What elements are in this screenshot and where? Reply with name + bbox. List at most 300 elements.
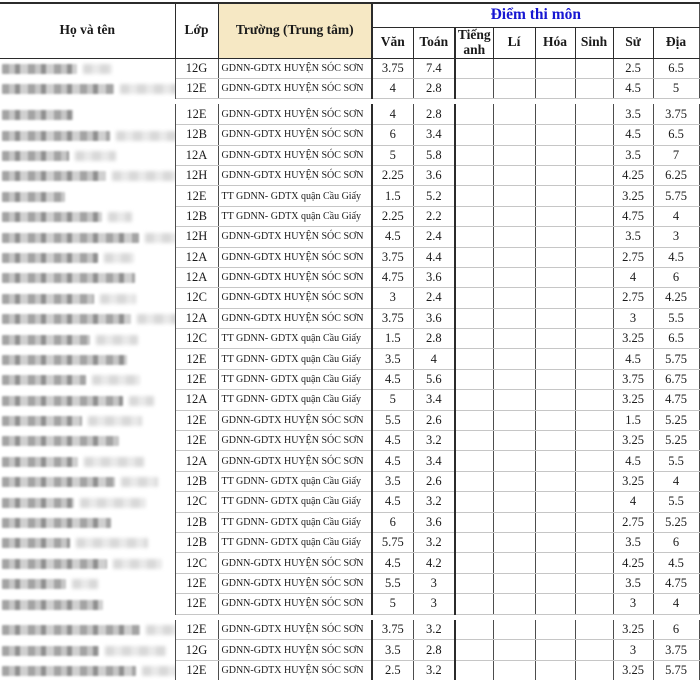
- score-cell-su: 4.75: [613, 206, 653, 226]
- score-cell-su: 4.5: [613, 125, 653, 145]
- score-cell-su: 2.75: [613, 247, 653, 267]
- score-cell-van: 3.75: [372, 308, 413, 328]
- redaction-blur: [2, 559, 107, 569]
- score-cell-tieng-anh: [455, 104, 493, 124]
- score-cell-toan: 3.2: [413, 431, 455, 451]
- score-cell-toan: 3: [413, 594, 455, 614]
- score-cell-toan: 3.2: [413, 660, 455, 680]
- score-cell-su: 4: [613, 492, 653, 512]
- score-cell-van: 6: [372, 512, 413, 532]
- score-cell-dia: 5.25: [653, 431, 699, 451]
- student-name-cell-redacted: [0, 206, 175, 226]
- score-cell-tieng-anh: [455, 349, 493, 369]
- redaction-blur: [72, 579, 98, 589]
- score-cell-su: 2.75: [613, 288, 653, 308]
- school-cell: TT GDNN- GDTX quận Cầu Giấy: [218, 186, 372, 206]
- student-name-cell-redacted: [0, 620, 175, 640]
- score-cell-hoa: [535, 329, 575, 349]
- redaction-blur: [80, 498, 146, 508]
- score-cell-sinh: [575, 58, 613, 78]
- score-cell-dia: 4.75: [653, 573, 699, 593]
- score-cell-li: [493, 471, 535, 491]
- redaction-blur: [92, 375, 140, 385]
- school-cell: GDNN-GDTX HUYỆN SÓC SƠN: [218, 660, 372, 680]
- redaction-blur: [2, 335, 90, 345]
- redaction-blur: [88, 416, 142, 426]
- score-cell-dia: 4.75: [653, 390, 699, 410]
- score-cell-van: 4.5: [372, 553, 413, 573]
- class-cell: 12E: [175, 349, 218, 369]
- student-name-cell-redacted: [0, 227, 175, 247]
- student-name-cell-redacted: [0, 267, 175, 287]
- class-cell: 12E: [175, 369, 218, 389]
- school-cell: GDNN-GDTX HUYỆN SÓC SƠN: [218, 267, 372, 287]
- score-cell-li: [493, 594, 535, 614]
- score-cell-sinh: [575, 206, 613, 226]
- score-cell-sinh: [575, 329, 613, 349]
- redaction-blur: [104, 253, 134, 263]
- score-cell-sinh: [575, 471, 613, 491]
- school-cell: GDNN-GDTX HUYỆN SÓC SƠN: [218, 104, 372, 124]
- score-cell-sinh: [575, 267, 613, 287]
- score-cell-su: 4.25: [613, 165, 653, 185]
- student-row: [0, 471, 699, 491]
- score-cell-su: 3.25: [613, 329, 653, 349]
- score-cell-sinh: [575, 620, 613, 640]
- redaction-blur: [105, 646, 166, 656]
- score-cell-su: 3.5: [613, 104, 653, 124]
- student-row: [0, 267, 699, 287]
- score-cell-dia: 4: [653, 206, 699, 226]
- score-cell-li: [493, 532, 535, 552]
- school-cell: GDNN-GDTX HUYỆN SÓC SƠN: [218, 308, 372, 328]
- score-cell-hoa: [535, 640, 575, 660]
- student-name-cell-redacted: [0, 104, 175, 124]
- score-cell-li: [493, 58, 535, 78]
- score-cell-dia: 5.5: [653, 308, 699, 328]
- student-name-cell-redacted: [0, 125, 175, 145]
- student-row: [0, 410, 699, 430]
- score-cell-sinh: [575, 165, 613, 185]
- redaction-blur: [2, 518, 111, 528]
- score-cell-van: 5: [372, 145, 413, 165]
- student-name-cell-redacted: [0, 247, 175, 267]
- student-row: [0, 512, 699, 532]
- redaction-blur: [2, 131, 110, 141]
- score-cell-hoa: [535, 512, 575, 532]
- score-cell-hoa: [535, 247, 575, 267]
- score-cell-dia: 6.25: [653, 165, 699, 185]
- score-cell-van: 4.5: [372, 492, 413, 512]
- score-cell-sinh: [575, 308, 613, 328]
- class-cell: 12H: [175, 227, 218, 247]
- class-cell: 12A: [175, 267, 218, 287]
- score-cell-sinh: [575, 104, 613, 124]
- score-cell-tieng-anh: [455, 288, 493, 308]
- redaction-blur: [2, 151, 69, 161]
- score-cell-sinh: [575, 573, 613, 593]
- school-cell: GDNN-GDTX HUYỆN SÓC SƠN: [218, 145, 372, 165]
- score-cell-hoa: [535, 390, 575, 410]
- student-name-cell-redacted: [0, 532, 175, 552]
- school-cell: TT GDNN- GDTX quận Cầu Giấy: [218, 532, 372, 552]
- score-cell-tieng-anh: [455, 512, 493, 532]
- student-row: [0, 206, 699, 226]
- student-name-cell-redacted: [0, 165, 175, 185]
- score-cell-tieng-anh: [455, 227, 493, 247]
- student-row: [0, 125, 699, 145]
- score-cell-li: [493, 308, 535, 328]
- score-cell-van: 3.5: [372, 640, 413, 660]
- score-cell-hoa: [535, 620, 575, 640]
- score-cell-li: [493, 104, 535, 124]
- score-cell-li: [493, 267, 535, 287]
- score-cell-tieng-anh: [455, 594, 493, 614]
- student-name-cell-redacted: [0, 573, 175, 593]
- score-cell-hoa: [535, 349, 575, 369]
- score-cell-dia: 5.25: [653, 512, 699, 532]
- score-cell-dia: 5.75: [653, 349, 699, 369]
- redaction-blur: [145, 233, 175, 243]
- school-cell: GDNN-GDTX HUYỆN SÓC SƠN: [218, 165, 372, 185]
- redaction-blur: [2, 375, 86, 385]
- score-cell-dia: 5.75: [653, 186, 699, 206]
- score-cell-tieng-anh: [455, 58, 493, 78]
- score-cell-tieng-anh: [455, 471, 493, 491]
- class-cell: 12E: [175, 431, 218, 451]
- redaction-blur: [76, 538, 148, 548]
- student-row: [0, 620, 699, 640]
- student-name-cell-redacted: [0, 329, 175, 349]
- student-row: [0, 369, 699, 389]
- score-cell-su: 3.5: [613, 573, 653, 593]
- redaction-blur: [2, 416, 82, 426]
- score-cell-toan: 3.6: [413, 308, 455, 328]
- class-cell: 12E: [175, 620, 218, 640]
- score-cell-dia: 5.5: [653, 451, 699, 471]
- school-cell: GDNN-GDTX HUYỆN SÓC SƠN: [218, 410, 372, 430]
- subject-header-hoa: Hóa: [535, 27, 575, 58]
- redaction-blur: [100, 294, 136, 304]
- score-cell-sinh: [575, 492, 613, 512]
- score-cell-li: [493, 78, 535, 98]
- score-cell-hoa: [535, 410, 575, 430]
- redaction-blur: [112, 171, 175, 181]
- score-cell-li: [493, 349, 535, 369]
- score-cell-sinh: [575, 125, 613, 145]
- score-cell-van: 3.5: [372, 471, 413, 491]
- student-name-cell-redacted: [0, 78, 175, 98]
- score-cell-dia: 4.25: [653, 288, 699, 308]
- score-cell-li: [493, 206, 535, 226]
- student-name-cell-redacted: [0, 660, 175, 680]
- class-cell: 12B: [175, 471, 218, 491]
- score-cell-li: [493, 451, 535, 471]
- student-name-cell-redacted: [0, 410, 175, 430]
- school-cell: GDNN-GDTX HUYỆN SÓC SƠN: [218, 78, 372, 98]
- student-name-cell-redacted: [0, 553, 175, 573]
- score-cell-tieng-anh: [455, 369, 493, 389]
- score-cell-toan: 2.8: [413, 78, 455, 98]
- class-cell: 12E: [175, 594, 218, 614]
- score-cell-su: 2.75: [613, 512, 653, 532]
- school-cell: GDNN-GDTX HUYỆN SÓC SƠN: [218, 451, 372, 471]
- column-header-school: Trường (Trung tâm): [218, 3, 372, 58]
- subject-header-sinh: Sinh: [575, 27, 613, 58]
- score-cell-tieng-anh: [455, 308, 493, 328]
- score-cell-su: 3.25: [613, 390, 653, 410]
- score-cell-su: 3.25: [613, 186, 653, 206]
- class-cell: 12E: [175, 660, 218, 680]
- redaction-blur: [2, 314, 131, 324]
- score-cell-li: [493, 369, 535, 389]
- subject-header-su: Sử: [613, 27, 653, 58]
- score-cell-sinh: [575, 288, 613, 308]
- score-cell-hoa: [535, 58, 575, 78]
- score-cell-li: [493, 410, 535, 430]
- student-name-cell-redacted: [0, 512, 175, 532]
- score-cell-van: 5: [372, 594, 413, 614]
- class-cell: 12A: [175, 390, 218, 410]
- score-cell-sinh: [575, 594, 613, 614]
- score-cell-su: 3: [613, 594, 653, 614]
- school-cell: TT GDNN- GDTX quận Cầu Giấy: [218, 329, 372, 349]
- score-cell-toan: 4: [413, 349, 455, 369]
- redaction-blur: [116, 131, 175, 141]
- score-cell-van: 5.75: [372, 532, 413, 552]
- score-cell-dia: 6.5: [653, 58, 699, 78]
- score-cell-van: 6: [372, 125, 413, 145]
- score-cell-li: [493, 431, 535, 451]
- score-cell-sinh: [575, 186, 613, 206]
- redaction-blur: [2, 498, 74, 508]
- student-row: [0, 573, 699, 593]
- score-cell-su: 2.5: [613, 58, 653, 78]
- redaction-blur: [142, 666, 175, 676]
- school-cell: GDNN-GDTX HUYỆN SÓC SƠN: [218, 573, 372, 593]
- score-cell-hoa: [535, 206, 575, 226]
- score-cell-van: 2.5: [372, 660, 413, 680]
- score-cell-sinh: [575, 410, 613, 430]
- student-row: [0, 186, 699, 206]
- score-cell-tieng-anh: [455, 451, 493, 471]
- redaction-blur: [146, 625, 175, 635]
- school-cell: GDNN-GDTX HUYỆN SÓC SƠN: [218, 58, 372, 78]
- score-cell-su: 3.75: [613, 369, 653, 389]
- class-cell: 12E: [175, 573, 218, 593]
- score-cell-van: 5: [372, 390, 413, 410]
- score-cell-li: [493, 553, 535, 573]
- score-cell-sinh: [575, 532, 613, 552]
- class-cell: 12G: [175, 58, 218, 78]
- score-cell-dia: 6.5: [653, 125, 699, 145]
- score-cell-su: 1.5: [613, 410, 653, 430]
- subject-header-dia: Địa: [653, 27, 699, 58]
- score-cell-hoa: [535, 78, 575, 98]
- score-cell-hoa: [535, 369, 575, 389]
- score-cell-van: 4: [372, 78, 413, 98]
- redaction-blur: [2, 233, 139, 243]
- score-cell-toan: 2.8: [413, 104, 455, 124]
- school-cell: GDNN-GDTX HUYỆN SÓC SƠN: [218, 125, 372, 145]
- score-cell-toan: 4.2: [413, 553, 455, 573]
- redaction-blur: [113, 559, 162, 569]
- student-name-cell-redacted: [0, 58, 175, 78]
- score-cell-hoa: [535, 471, 575, 491]
- redaction-blur: [2, 192, 65, 202]
- redaction-blur: [75, 151, 116, 161]
- score-cell-van: 3.75: [372, 247, 413, 267]
- class-cell: 12E: [175, 410, 218, 430]
- redaction-blur: [2, 84, 114, 94]
- score-cell-dia: 5.75: [653, 660, 699, 680]
- score-cell-sinh: [575, 451, 613, 471]
- redaction-blur: [2, 579, 66, 589]
- score-cell-tieng-anh: [455, 329, 493, 349]
- score-cell-sinh: [575, 349, 613, 369]
- student-row: [0, 165, 699, 185]
- redaction-blur: [2, 273, 135, 283]
- redaction-blur: [2, 110, 73, 120]
- score-cell-dia: 5.25: [653, 410, 699, 430]
- score-cell-sinh: [575, 78, 613, 98]
- school-cell: GDNN-GDTX HUYỆN SÓC SƠN: [218, 288, 372, 308]
- score-cell-van: 2.25: [372, 165, 413, 185]
- class-cell: 12A: [175, 308, 218, 328]
- student-row: [0, 660, 699, 680]
- score-cell-dia: 4: [653, 594, 699, 614]
- score-cell-tieng-anh: [455, 431, 493, 451]
- score-cell-su: 4.25: [613, 553, 653, 573]
- class-cell: 12B: [175, 532, 218, 552]
- redaction-blur: [2, 625, 140, 635]
- class-cell: 12A: [175, 451, 218, 471]
- score-cell-dia: 3.75: [653, 104, 699, 124]
- class-cell: 12C: [175, 553, 218, 573]
- student-row: [0, 532, 699, 552]
- school-cell: GDNN-GDTX HUYỆN SÓC SƠN: [218, 640, 372, 660]
- score-cell-toan: 3.2: [413, 532, 455, 552]
- student-row: [0, 553, 699, 573]
- redaction-blur: [120, 84, 175, 94]
- score-cell-toan: 3.4: [413, 451, 455, 471]
- score-cell-tieng-anh: [455, 640, 493, 660]
- student-row: [0, 640, 699, 660]
- score-cell-sinh: [575, 640, 613, 660]
- score-cell-tieng-anh: [455, 206, 493, 226]
- score-cell-toan: 4.4: [413, 247, 455, 267]
- score-cell-toan: 2.6: [413, 471, 455, 491]
- score-cell-hoa: [535, 553, 575, 573]
- student-row: [0, 431, 699, 451]
- exam-scores-table: [0, 2, 700, 680]
- redaction-blur: [83, 64, 112, 74]
- class-cell: 12C: [175, 329, 218, 349]
- subject-header-li: Lí: [493, 27, 535, 58]
- class-cell: 12B: [175, 125, 218, 145]
- score-cell-van: 1.5: [372, 329, 413, 349]
- score-cell-dia: 7: [653, 145, 699, 165]
- score-cell-tieng-anh: [455, 660, 493, 680]
- score-cell-van: 4.5: [372, 369, 413, 389]
- class-cell: 12E: [175, 186, 218, 206]
- score-cell-li: [493, 512, 535, 532]
- redaction-blur: [129, 396, 154, 406]
- school-cell: GDNN-GDTX HUYỆN SÓC SƠN: [218, 227, 372, 247]
- redaction-blur: [137, 314, 175, 324]
- score-cell-sinh: [575, 247, 613, 267]
- redaction-blur: [108, 212, 132, 222]
- class-cell: 12C: [175, 492, 218, 512]
- score-cell-hoa: [535, 267, 575, 287]
- score-cell-dia: 4.5: [653, 553, 699, 573]
- score-cell-li: [493, 390, 535, 410]
- score-cell-dia: 4: [653, 471, 699, 491]
- student-row: [0, 492, 699, 512]
- score-cell-hoa: [535, 573, 575, 593]
- score-cell-tieng-anh: [455, 410, 493, 430]
- score-cell-toan: 5.8: [413, 145, 455, 165]
- score-cell-su: 3.5: [613, 145, 653, 165]
- score-cell-toan: 7.4: [413, 58, 455, 78]
- class-cell: 12H: [175, 165, 218, 185]
- score-cell-li: [493, 329, 535, 349]
- score-cell-tieng-anh: [455, 620, 493, 640]
- score-cell-su: 4.5: [613, 349, 653, 369]
- student-row: [0, 58, 699, 78]
- score-cell-dia: 6.75: [653, 369, 699, 389]
- score-cell-toan: 5.2: [413, 186, 455, 206]
- score-cell-dia: 3: [653, 227, 699, 247]
- score-cell-van: 3.5: [372, 349, 413, 369]
- score-cell-li: [493, 640, 535, 660]
- score-cell-hoa: [535, 492, 575, 512]
- score-cell-hoa: [535, 227, 575, 247]
- score-cell-tieng-anh: [455, 532, 493, 552]
- class-cell: 12B: [175, 512, 218, 532]
- score-group-header: Điểm thi môn: [372, 3, 699, 27]
- score-cell-su: 3.25: [613, 431, 653, 451]
- score-cell-li: [493, 660, 535, 680]
- redaction-blur: [96, 335, 138, 345]
- column-header-class: Lớp: [175, 3, 218, 58]
- score-cell-hoa: [535, 660, 575, 680]
- student-row: [0, 329, 699, 349]
- score-cell-van: 4.75: [372, 267, 413, 287]
- score-cell-van: 5.5: [372, 410, 413, 430]
- score-cell-toan: 3.4: [413, 390, 455, 410]
- score-cell-sinh: [575, 660, 613, 680]
- score-cell-hoa: [535, 532, 575, 552]
- score-cell-tieng-anh: [455, 165, 493, 185]
- school-cell: TT GDNN- GDTX quận Cầu Giấy: [218, 349, 372, 369]
- score-cell-toan: 2.4: [413, 227, 455, 247]
- score-cell-hoa: [535, 308, 575, 328]
- score-cell-hoa: [535, 451, 575, 471]
- score-cell-su: 4.5: [613, 451, 653, 471]
- student-row: [0, 594, 699, 614]
- student-name-cell-redacted: [0, 288, 175, 308]
- score-cell-toan: 3.6: [413, 512, 455, 532]
- student-row: [0, 288, 699, 308]
- school-cell: GDNN-GDTX HUYỆN SÓC SƠN: [218, 594, 372, 614]
- redaction-blur: [2, 538, 70, 548]
- redaction-blur: [2, 646, 99, 656]
- student-name-cell-redacted: [0, 390, 175, 410]
- score-cell-toan: 3.2: [413, 492, 455, 512]
- score-cell-van: 5.5: [372, 573, 413, 593]
- student-row: [0, 451, 699, 471]
